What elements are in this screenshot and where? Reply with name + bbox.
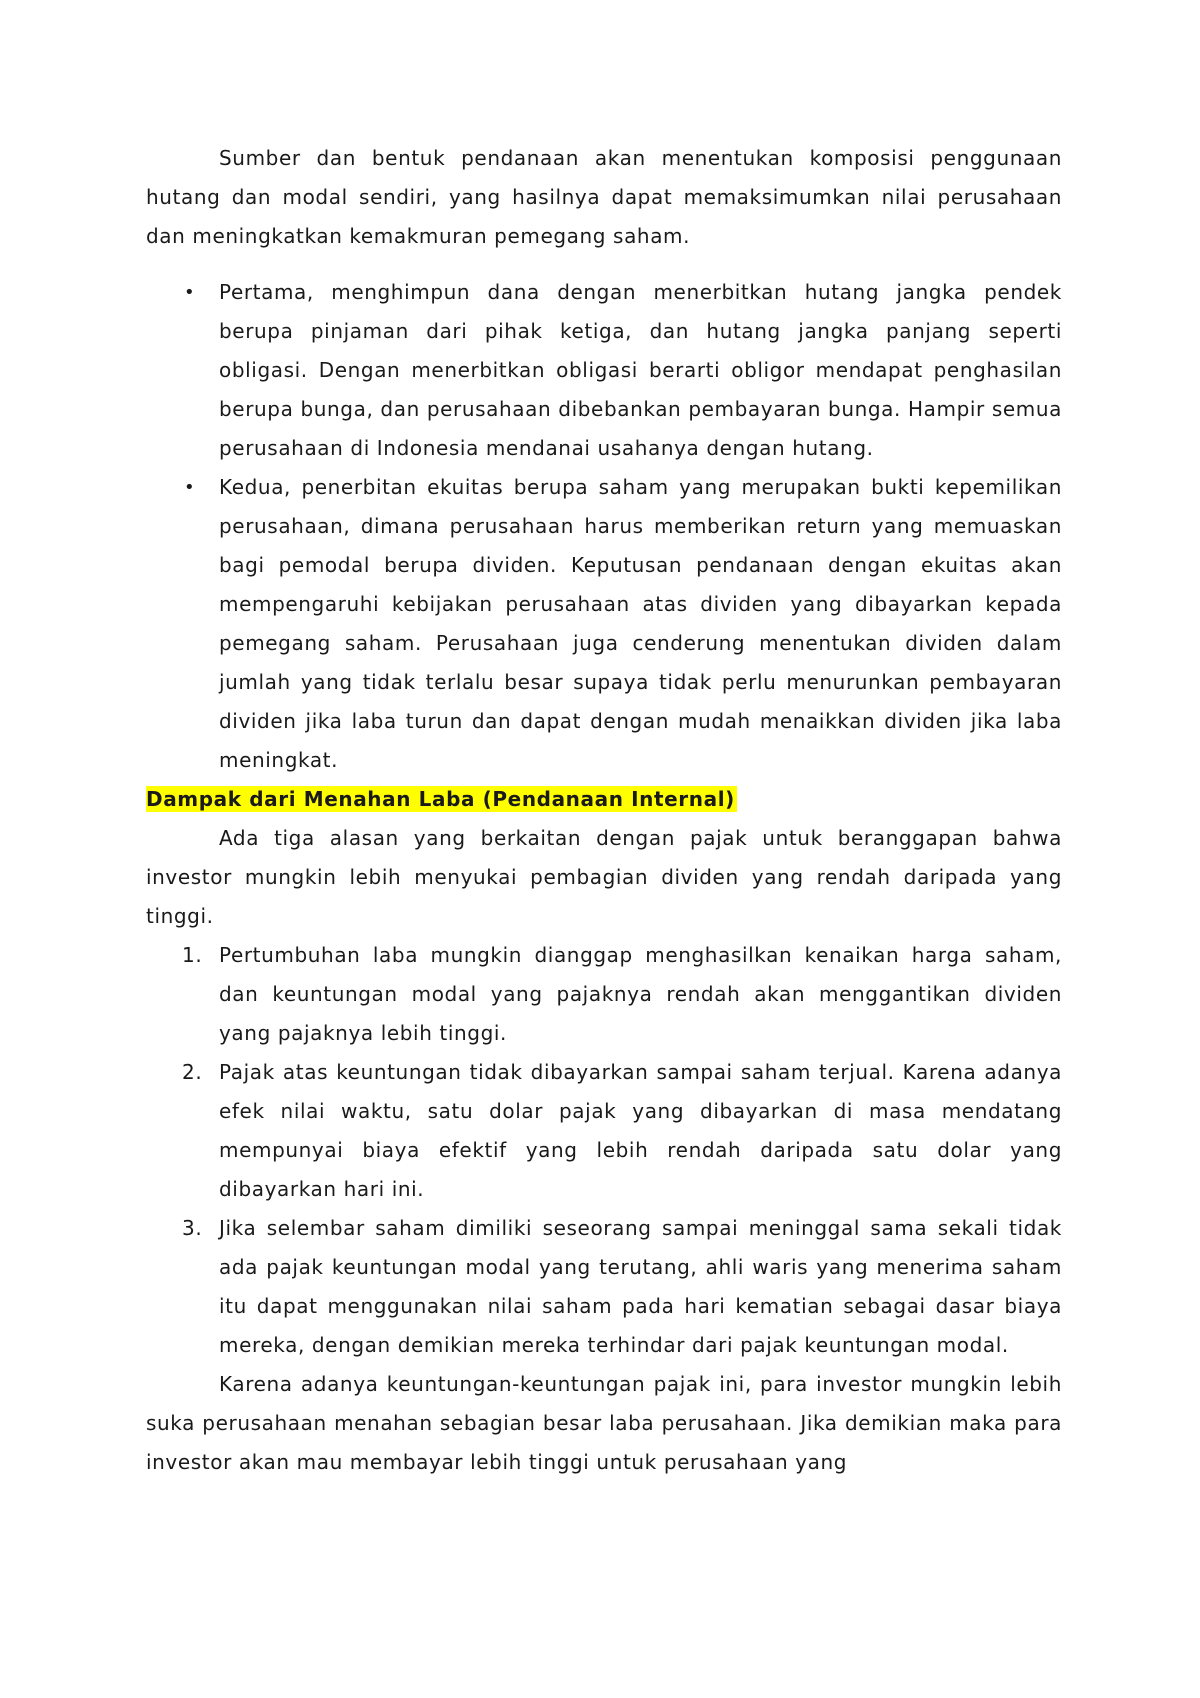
- section-intro-paragraph: Ada tiga alasan yang berkaitan dengan pajak untuk beranggapan bahwa investor mungkin lebih menyukai pembagian dividen yang rendah daripada yang tinggi.: [146, 826, 1062, 928]
- list-item: [146, 1053, 1062, 1209]
- intro-paragraph: Sumber dan bentuk pendanaan akan menentukan komposisi penggunaan hutang dan modal sendiri, yang hasilnya dapat memaksimumkan nilai perusahaan dan meningkatkan kemakmuran pemegang saham.: [146, 146, 1062, 248]
- section-heading: [146, 780, 1062, 819]
- list-item-text: Pajak atas keuntungan tidak dibayarkan sampai saham terjual. Karena adanya efek nilai waktu, satu dolar pajak yang dibayarkan di masa mendatang mempunyai biaya efektif yang lebih rendah daripada satu dolar yang dibayarkan hari ini.: [219, 1060, 1062, 1201]
- list-item: [146, 1209, 1062, 1365]
- list-number: 1.: [182, 943, 203, 967]
- list-number: 2.: [182, 1060, 203, 1084]
- list-item-text: Kedua, penerbitan ekuitas berupa saham yang merupakan bukti kepemilikan perusahaan, dimana perusahaan harus memberikan return yang memuaskan bagi pemodal berupa dividen. Keputusan pendanaan dengan ekuitas akan mempengaruhi kebijakan perusahaan atas dividen yang dibayarkan kepada pemegang saham. Perusahaan juga cenderung menentukan dividen dalam jumlah yang tidak terlalu besar supaya tidak perlu menurunkan pembayaran dividen jika laba turun dan dapat dengan mudah menaikkan dividen jika laba meningkat.: [219, 475, 1062, 772]
- list-number: 3.: [182, 1216, 203, 1240]
- highlighted-heading-text: Dampak dari Menahan Laba (Pendanaan Internal): [146, 787, 735, 811]
- list-item-text: Jika selembar saham dimiliki seseorang sampai meninggal sama sekali tidak ada pajak keuntungan modal yang terutang, ahli waris yang menerima saham itu dapat menggunakan nilai saham pada hari kematian sebagai dasar biaya mereka, dengan demikian mereka terhindar dari pajak keuntungan modal.: [219, 1216, 1062, 1357]
- tax-reasons-list: [146, 936, 1062, 1365]
- list-item-text: Pertumbuhan laba mungkin dianggap menghasilkan kenaikan harga saham, dan keuntungan modal yang pajaknya rendah akan menggantikan dividen yang pajaknya lebih tinggi.: [219, 943, 1062, 1045]
- list-item: [146, 936, 1062, 1053]
- funding-methods-list: [146, 273, 1062, 780]
- document-page: [146, 139, 1062, 1482]
- list-item-text: Pertama, menghimpun dana dengan menerbitkan hutang jangka pendek berupa pinjaman dari pihak ketiga, dan hutang jangka panjang seperti obligasi. Dengan menerbitkan obligasi berarti obligor mendapat penghasilan berupa bunga, dan perusahaan dibebankan pembayaran bunga. Hampir semua perusahaan di Indonesia mendanai usahanya dengan hutang.: [219, 280, 1062, 460]
- list-item: [146, 273, 1062, 468]
- bullet-icon: •: [184, 282, 196, 303]
- closing-paragraph: Karena adanya keuntungan-keuntungan pajak ini, para investor mungkin lebih suka perusahaan menahan sebagian besar laba perusahaan. Jika demikian maka para investor akan mau membayar lebih tinggi untuk perusahaan yang: [146, 1372, 1062, 1474]
- list-item: [146, 468, 1062, 780]
- bullet-icon: •: [184, 477, 196, 498]
